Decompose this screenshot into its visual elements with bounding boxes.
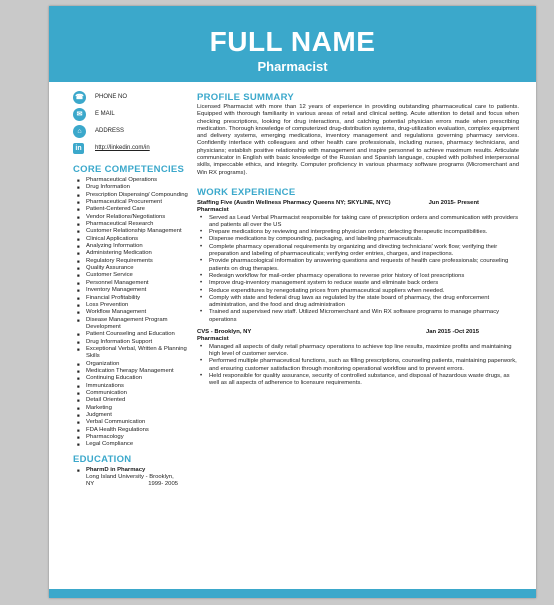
competency-item: ■ Drug Information [73,184,198,191]
job-title: Pharmacist [197,336,229,343]
full-name: FULL NAME [209,26,376,57]
school-state: NY [86,481,95,488]
footer-bar [49,589,536,598]
resume-page [49,6,536,598]
competency-item: ■ Pharmaceutical Operations [73,177,198,184]
education-heading: EDUCATION [73,453,132,465]
competency-item: ■ Medication Therapy Management [73,368,198,375]
competency-item: ■ Clinical Applications [73,236,198,243]
job-title: Pharmacist [197,207,229,214]
competency-item: ■ Customer Service [73,272,198,279]
contact-email [73,107,198,124]
left-column [73,90,198,489]
duty-item: • Redesign workflow for mail-order pharmacy operations to reverse prior history of lost prescriptions [197,273,519,280]
contact-phone [73,90,198,107]
competency-item: ■ Patient-Centered Care [73,206,198,213]
job-entry [197,200,519,324]
competency-item: ■ Financial Profitability [73,295,198,302]
duty-item: • Improve drug-inventory management system to reduce waste and eliminate back orders [197,280,519,287]
job-header [197,329,519,336]
duty-item: • Performed multiple pharmaceutical functions, such as filling prescriptions, counseling patients, maintaining paperwork, and ensuring customer satisfaction through monitoring operational workflow and to prevent errors. [197,358,519,373]
header-banner [49,6,536,82]
duty-item: • Prepare medications by reviewing and interpreting physician orders; detecting therapeutic incompatibilities. [197,229,519,236]
competency-item: ■ Pharmaceutical Procurement [73,199,198,206]
competencies-list [73,177,198,449]
job-role: Pharmacist [257,59,328,74]
competency-item: ■ Exceptional Verbal, Written & Planning Skills [73,346,198,361]
competency-item: ■ Verbal Communication [73,419,198,426]
work-heading: WORK EXPERIENCE [197,186,296,198]
competency-item: ■ Continuing Education [73,375,198,382]
duty-item: • Dispense medications by compounding, packaging, and labeling pharmaceuticals. [197,236,519,243]
linkedin-icon: in [73,143,84,154]
competency-item: ■ Vendor Relations/Negotiations [73,214,198,221]
competency-item: ■ Loss Prevention [73,302,198,309]
competency-item: ■ Judgment [73,412,198,419]
competency-item: ■ Immunizations [73,383,198,390]
job-duties [197,215,519,324]
competencies-heading: CORE COMPETENCIES [73,164,185,175]
duty-item: • Reduce expenditures by renegotiating prices from pharmaceutical suppliers when needed. [197,288,519,295]
competency-item: ■ Workflow Management [73,309,198,316]
address-text: ADDRESS [95,128,125,134]
competency-item: ■ Organization [73,361,198,368]
job-dates: Jun 2015- Present [428,199,479,206]
duty-item: • Complete pharmacy operational requirements by organizing and directing technicians' work flow; verifying their preparation and labeling of pharmaceuticals; verifying order entries, charges, and inspections. [197,244,519,259]
home-icon: ⌂ [73,125,86,138]
duty-item: • Served as Lead Verbal Pharmacist responsible for taking care of prescription orders and communication with providers and patients all over the US [197,215,519,230]
job-company: Staffing Five (Austin Wellness Pharmacy Queens NY; SKYLINE, NYC) [197,199,391,206]
job-dates: Jan 2015 -Oct 2015 [425,329,479,336]
competency-item: ■ FDA Health Regulations [73,427,198,434]
duty-item: • Managed all aspects of daily retail pharmacy operations to achieve top line results, maximize profits and maintaining high level of customer service. [197,344,519,359]
competency-item: ■ Inventory Management [73,287,198,294]
duty-item: • Comply with state and federal drug laws as regulated by the state board of pharmacy, the drug enforcement administration, and the food and drug administration [197,295,519,310]
competency-item: ■ Detail Oriented [73,397,198,404]
linkedin-link[interactable]: http://linkedin.com/in [95,145,150,151]
duty-item: • Held responsible for quality assurance, security of controlled substance, and disposal of hazardous waste drugs, as well as all aspects of adherence to licensure requirements. [197,373,519,388]
school: Long Island University - Brooklyn, [86,474,174,481]
email-text: E MAIL [95,111,115,117]
phone-icon: ☎ [73,91,86,104]
competency-item: ■ Drug Information Support [73,339,198,346]
duty-item: • Trained and supervised new staff. Utilized Micromerchant and Win RX software programs to manage pharmacy operations [197,309,519,324]
competency-item: ■ Regulatory Requirements [73,258,198,265]
email-icon: ✉ [73,108,86,121]
job-header [197,200,519,207]
job-entry [197,329,519,387]
competency-item: ■ Legal Compliance [73,441,198,448]
summary-heading: PROFILE SUMMARY [197,92,295,103]
jobs-list [197,200,519,387]
competency-item: ■ Prescription Dispensing/ Compounding [73,192,198,199]
duty-item: • Provide pharmacological information by answering questions and requests of health care professionals; counseling patients on drug therapies. [197,258,519,273]
competency-item: ■ Administering Medication [73,250,198,257]
contact-address [73,124,198,141]
competency-item: ■ Personnel Management [73,280,198,287]
education-years: 1999- 2005 [148,481,178,488]
competency-item: ■ Marketing [73,405,198,412]
right-column [197,92,519,387]
education-row [86,481,198,488]
competency-item: ■ Pharmacology [73,434,198,441]
competency-item: ■ Analyzing Information [73,243,198,250]
degree: ■ PharmD in Pharmacy [86,466,146,473]
competency-item: ■ Disease Management Program Development [73,317,198,332]
competency-item: ■ Customer Relationship Management [73,228,198,235]
phone-text: PHONE NO [95,94,128,100]
job-duties [197,344,519,388]
education-entry [73,467,198,489]
competency-item: ■ Quality Assurance [73,265,198,272]
competency-item: ■ Patient Counseling and Education [73,331,198,338]
contact-linkedin [73,141,198,158]
summary-text: Licensed Pharmacist with more than 12 years of experience in providing outstanding pharmaceutical care to patients. Equipped with thorough familiarity in various areas of retail and clinical setting. Acute attention to detail and focus when checking prescriptions, looking for drug interactions, and catching potential physician errors made when prescribing medication. Thorough knowledge of computerized drug-distribution systems, drug-utilization evaluation, complex equipment and delivery systems, emerging medications, inventory management and regulations governing pharmacy services. Confidently interface with colleagues and other health care professionals, including nurses, pharmacy technicians, and physicians; establish positive relationship with management and inspire personnel to achieve maximum results. Articulate communicator in English with basic knowledge of the Russian and Spanish language, coupled with polished interpersonal skills, impeccable ethics, and integrity. Computer proficiency in various pharmacy software programs (Micromerchant and Win RX programs). [197,104,519,176]
job-company: CVS - Brooklyn, NY [197,329,252,336]
competency-item: ■ Pharmaceutical Research [73,221,198,228]
competency-item: ■ Communication [73,390,198,397]
